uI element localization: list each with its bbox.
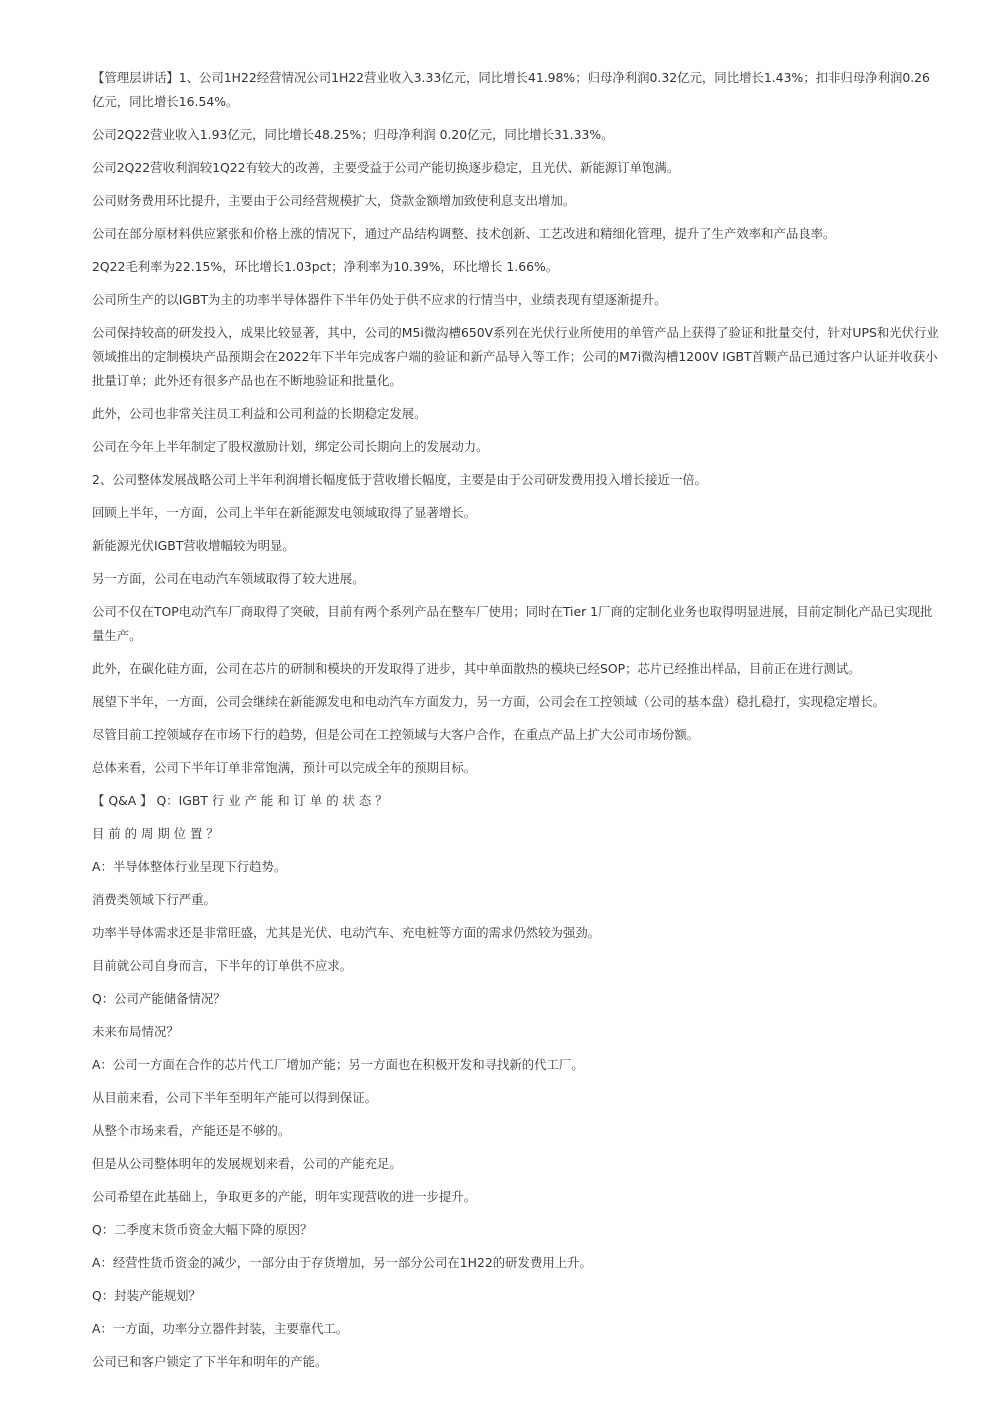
paragraph: 公司在部分原材料供应紧张和价格上涨的情况下，通过产品结构调整、技术创新、工艺改进和精细化管理，提升了生产效率和产品良率。	[92, 226, 836, 241]
paragraph: 公司在今年上半年制定了股权激励计划，绑定公司长期向上的发展动力。	[92, 439, 489, 454]
paragraph: 2Q22毛利率为22.15%，环比增长1.03pct；净利率为10.39%，环比增长 1.66%。	[92, 259, 559, 274]
paragraph: 公司已和客户锁定了下半年和明年的产能。	[92, 1354, 328, 1369]
paragraph: 公司2Q22营收利润较1Q22有较大的改善，主要受益于公司产能切换逐步稳定，且光伏、新能源订单饱满。	[92, 160, 680, 175]
paragraph: 目前就公司自身而言，下半年的订单供不应求。	[92, 958, 353, 973]
paragraph: 此外，公司也非常关注员工利益和公司利益的长期稳定发展。	[92, 406, 427, 421]
answer: A：半导体整体行业呈现下行趋势。	[92, 859, 287, 874]
paragraph: 新能源光伏IGBT营收增幅较为明显。	[92, 538, 295, 553]
paragraph: 【管理层讲话】1、公司1H22经营情况公司1H22营业收入3.33亿元，同比增长41.98%；归母净利润0.32亿元，同比增长1.43%；扣非归母净利润0.26亿元，同比增长16.54%。	[92, 70, 930, 109]
paragraph: 公司2Q22营业收入1.93亿元，同比增长48.25%；归母净利润 0.20亿元，同比增长31.33%。	[92, 127, 614, 142]
answer: A：经营性货币资金的减少，一部分由于存货增加，另一部分公司在1H22的研发费用上升。	[92, 1255, 592, 1270]
paragraph: 公司财务费用环比提升，主要由于公司经营规模扩大，贷款金额增加致使利息支出增加。	[92, 193, 576, 208]
paragraph: 公司所生产的以IGBT为主的功率半导体器件下半年仍处于供不应求的行情当中，业绩表现有望逐渐提升。	[92, 292, 667, 307]
paragraph: 此外，在碳化硅方面，公司在芯片的研制和模块的开发取得了进步，其中单面散热的模块已经SOP；芯片已经推出样品，目前正在进行测试。	[92, 661, 861, 676]
paragraph: 公司不仅在TOP电动汽车厂商取得了突破，目前有两个系列产品在整车厂使用；同时在Tier 1厂商的定制化业务也取得明显进展，目前定制化产品已实现批量生产。	[92, 604, 933, 643]
question: 目 前 的 周 期 位 置 ？	[92, 826, 219, 841]
paragraph: 从目前来看，公司下半年至明年产能可以得到保证。	[92, 1090, 377, 1105]
answer: A：公司一方面在合作的芯片代工厂增加产能；另一方面也在积极开发和寻找新的代工厂。	[92, 1057, 584, 1072]
question: Q：二季度末货币资金大幅下降的原因？	[92, 1222, 313, 1237]
paragraph: 消费类领域下行严重。	[92, 892, 216, 907]
paragraph: 但是从公司整体明年的发展规划来看，公司的产能充足。	[92, 1156, 402, 1171]
paragraph: 2、公司整体发展战略公司上半年利润增长幅度低于营收增长幅度，主要是由于公司研发费用投入增长接近一倍。	[92, 472, 708, 487]
paragraph: 功率半导体需求还是非常旺盛，尤其是光伏、电动汽车、充电桩等方面的需求仍然较为强劲。	[92, 925, 601, 940]
answer: A：一方面，功率分立器件封装，主要靠代工。	[92, 1321, 349, 1336]
paragraph: 回顾上半年，一方面，公司上半年在新能源发电领域取得了显著增长。	[92, 505, 477, 520]
paragraph: 尽管目前工控领域存在市场下行的趋势，但是公司在工控领域与大客户合作，在重点产品上扩大公司市场份额。	[92, 727, 700, 742]
qa-heading: 【 Q&A 】 Q：IGBT 行 业 产 能 和 订 单 的 状 态 ？	[92, 793, 388, 808]
question: 未来布局情况？	[92, 1024, 179, 1039]
question: Q：公司产能储备情况？	[92, 991, 226, 1006]
question: Q：封装产能规划？	[92, 1288, 201, 1303]
paragraph: 展望下半年，一方面，公司会继续在新能源发电和电动汽车方面发力，另一方面，公司会在工控领域（公司的基本盘）稳扎稳打，实现稳定增长。	[92, 694, 885, 709]
paragraph: 从整个市场来看，产能还是不够的。	[92, 1123, 291, 1138]
paragraph: 另一方面，公司在电动汽车领域取得了较大进展。	[92, 571, 365, 586]
paragraph: 公司保持较高的研发投入，成果比较显著，其中，公司的M5i微沟槽650V系列在光伏行业所使用的单管产品上获得了验证和批量交付，针对UPS和光伏行业领域推出的定制模块产品预期会在2022年下半年完成客户端的验证和新产品导入等工作；公司的M7i微沟槽1200V IGBT首颗产品已通过客户认证并收获小批量订单；此外还有很多产品也在不断地验证和批量化。	[92, 325, 939, 388]
paragraph: 公司希望在此基础上，争取更多的产能，明年实现营收的进一步提升。	[92, 1189, 477, 1204]
paragraph: 总体来看，公司下半年订单非常饱满，预计可以完成全年的预期目标。	[92, 760, 477, 775]
